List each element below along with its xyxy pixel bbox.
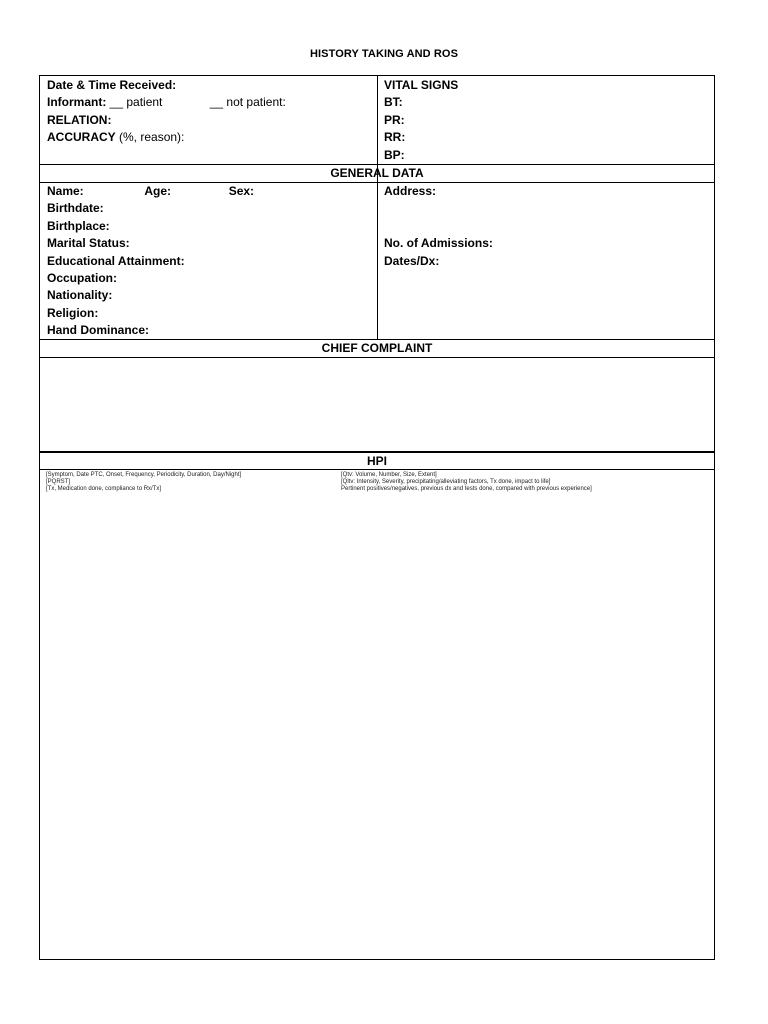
nationality-field[interactable]: Nationality: [47,288,113,303]
marital-status-field[interactable]: Marital Status: [47,236,130,251]
vital-bt-field[interactable]: BT: [384,95,403,110]
informant-label: Informant: [47,95,107,110]
hpi-hint-treatment: [Tx, Medication done, compliance to Rx/Tx] [46,486,162,492]
vital-rr-field[interactable]: RR: [384,130,406,145]
hpi-heading: HPI [366,454,387,468]
chief-complaint-area[interactable] [40,358,714,451]
date-time-received-field[interactable]: Date & Time Received: [47,78,177,92]
religion-field[interactable]: Religion: [47,305,99,320]
general-data-heading: GENERAL DATA [330,166,424,180]
informant-not-patient-option[interactable]: __ not patient: [209,95,286,110]
informant-field[interactable] [47,94,367,111]
educational-attainment-field[interactable]: Educational Attainment: [47,253,185,268]
accuracy-detail: (%, reason): [119,130,185,145]
informant-block [47,77,367,147]
vital-bp-field[interactable]: BP: [384,147,405,162]
hpi-hint-pertinent: Pertinent positives/negatives, previous dx and tests done, compared with previous experience] [341,486,592,492]
name-age-sex-row [47,183,367,200]
document-title: HISTORY TAKING AND ROS [309,48,459,60]
dates-dx-field[interactable]: Dates/Dx: [384,253,440,268]
vital-signs-block [384,77,704,164]
no-of-admissions-field[interactable]: No. of Admissions: [384,236,493,251]
hpi-left-hints [46,472,241,493]
general-data-right [384,183,704,270]
general-data-left [47,183,367,340]
form-frame [39,75,715,960]
hpi-writing-area[interactable] [40,498,714,959]
relation-field[interactable]: RELATION: [47,112,112,127]
accuracy-field[interactable] [47,129,367,146]
hpi-right-hints [341,472,592,493]
hpi-bottom-rule [40,469,714,470]
hpi-hint-quality: [Qltv: Intensity, Severity, precipitating/alleviating factors, Tx done, impact to life] [341,479,551,485]
birthdate-field[interactable]: Birthdate: [47,201,104,216]
vital-pr-field[interactable]: PR: [384,112,405,127]
hpi-hint-symptom: [Symptom, Date PTC, Onset, Frequency, Periodicity, Duration, Day/Night] [46,472,242,478]
hpi-hint-pqrst: [PQRST] [46,479,71,485]
informant-patient-option[interactable]: __ patient [109,95,163,110]
general-data-divider [377,182,378,339]
name-field[interactable]: Name: [47,184,84,198]
address-field[interactable]: Address: [384,184,437,198]
vital-signs-heading: VITAL SIGNS [384,78,459,92]
hand-dominance-field[interactable]: Hand Dominance: [47,323,150,338]
accuracy-label: ACCURACY [47,130,116,145]
occupation-field[interactable]: Occupation: [47,270,118,285]
sex-field[interactable]: Sex: [228,184,255,198]
birthplace-field[interactable]: Birthplace: [47,218,110,233]
hpi-hint-quantity: [Qtv: Volume, Number, Size, Extent] [341,472,437,478]
chief-complaint-heading: CHIEF COMPLAINT [321,341,433,355]
age-field[interactable]: Age: [144,184,172,198]
